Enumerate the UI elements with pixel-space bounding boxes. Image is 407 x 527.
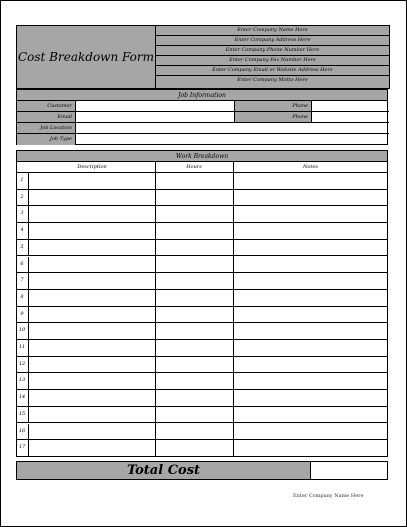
description-cell[interactable] — [29, 440, 157, 456]
company-line: Enter Company Motto Here — [237, 77, 308, 83]
hours-cell[interactable] — [157, 223, 233, 239]
email-label: Email — [17, 112, 75, 122]
table-row — [16, 206, 388, 223]
hours-cell[interactable] — [157, 173, 233, 189]
notes-cell[interactable] — [233, 340, 388, 356]
notes-cell[interactable] — [233, 424, 388, 440]
row-number: 16 — [16, 424, 29, 440]
job-row — [17, 123, 389, 134]
notes-cell[interactable] — [233, 307, 388, 323]
total-cost-row — [16, 461, 388, 480]
table-row — [16, 323, 388, 340]
table-row — [16, 357, 388, 374]
table-row — [16, 190, 388, 207]
table-row — [16, 240, 388, 257]
row-number: 1 — [16, 173, 29, 189]
work-breakdown-header: Work Breakdown — [16, 150, 388, 162]
job-location-field[interactable] — [75, 123, 389, 133]
row-number: 6 — [16, 257, 29, 273]
description-cell[interactable] — [29, 307, 157, 323]
row-number: 7 — [16, 273, 29, 289]
row-number: 10 — [16, 323, 29, 339]
notes-cell[interactable] — [233, 173, 388, 189]
row-number: 12 — [16, 357, 29, 373]
table-row — [16, 407, 388, 424]
description-cell[interactable] — [29, 173, 157, 189]
company-line: Enter Company Fax Number Here — [156, 56, 389, 66]
footer-text: Enter Company Name Here — [293, 493, 364, 499]
table-row — [16, 290, 388, 307]
notes-cell[interactable] — [233, 440, 388, 456]
hours-cell[interactable] — [157, 407, 233, 423]
row-number: 15 — [16, 407, 29, 423]
notes-cell[interactable] — [233, 257, 388, 273]
table-row — [16, 424, 388, 441]
table-row — [16, 307, 388, 324]
job-info-header: Job Information — [16, 89, 388, 101]
description-cell[interactable] — [29, 407, 157, 423]
row-number: 3 — [16, 206, 29, 222]
description-cell[interactable] — [29, 290, 157, 306]
table-row — [16, 373, 388, 390]
notes-cell[interactable] — [233, 240, 388, 256]
description-cell[interactable] — [29, 206, 157, 222]
row-number: 9 — [16, 307, 29, 323]
hours-cell[interactable] — [157, 190, 233, 206]
description-cell[interactable] — [29, 223, 157, 239]
job-info-section — [16, 101, 388, 145]
table-row — [16, 440, 388, 457]
description-cell[interactable] — [29, 323, 157, 339]
customer-field[interactable] — [75, 101, 235, 111]
description-cell[interactable] — [29, 424, 157, 440]
hours-cell[interactable] — [157, 440, 233, 456]
company-line: Enter Company Address Here — [156, 36, 389, 46]
table-row — [16, 223, 388, 240]
notes-cell[interactable] — [233, 190, 388, 206]
notes-cell[interactable] — [233, 357, 388, 373]
hours-cell[interactable] — [157, 340, 233, 356]
notes-cell[interactable] — [233, 206, 388, 222]
job-row — [17, 134, 389, 145]
table-row — [16, 390, 388, 407]
hours-cell[interactable] — [157, 240, 233, 256]
notes-cell[interactable] — [233, 223, 388, 239]
job-type-label: Job Type — [17, 134, 75, 145]
customer-label: Customer — [17, 101, 75, 111]
row-number: 8 — [16, 290, 29, 306]
hours-notes-divider — [233, 162, 234, 457]
hours-cell[interactable] — [157, 307, 233, 323]
hours-cell[interactable] — [157, 390, 233, 406]
company-info — [156, 26, 389, 88]
notes-column-header: Notes — [303, 164, 318, 170]
description-cell[interactable] — [29, 257, 157, 273]
notes-cell[interactable] — [233, 323, 388, 339]
hours-cell[interactable] — [157, 273, 233, 289]
notes-cell[interactable] — [233, 273, 388, 289]
description-hours-divider — [155, 162, 156, 457]
phone-field-2[interactable] — [311, 112, 389, 122]
description-cell[interactable] — [29, 340, 157, 356]
row-number: 13 — [16, 373, 29, 389]
row-number: 11 — [16, 340, 29, 356]
description-cell[interactable] — [29, 273, 157, 289]
hours-cell[interactable] — [157, 257, 233, 273]
form-title-box — [17, 26, 156, 88]
phone-field[interactable] — [311, 101, 389, 111]
hours-cell[interactable] — [157, 206, 233, 222]
email-field[interactable] — [75, 112, 235, 122]
table-row — [16, 173, 388, 190]
hours-cell[interactable] — [157, 290, 233, 306]
notes-cell[interactable] — [233, 290, 388, 306]
job-location-label: Job Location — [17, 123, 75, 133]
table-row — [16, 340, 388, 357]
hours-column-header: Hours — [186, 164, 202, 170]
hours-cell[interactable] — [157, 323, 233, 339]
notes-cell[interactable] — [233, 407, 388, 423]
row-number: 17 — [16, 440, 29, 456]
description-cell[interactable] — [29, 357, 157, 373]
hours-cell[interactable] — [157, 357, 233, 373]
notes-cell[interactable] — [233, 390, 388, 406]
total-cost-label: Total Cost — [17, 462, 311, 479]
row-number: 5 — [16, 240, 29, 256]
notes-cell[interactable] — [233, 373, 388, 389]
description-column-header: Description — [77, 164, 107, 170]
row-number: 14 — [16, 390, 29, 406]
hours-cell[interactable] — [157, 424, 233, 440]
phone-label-2: Phone — [235, 112, 311, 122]
job-row — [17, 101, 389, 112]
form-title: Cost Breakdown Form — [17, 50, 154, 64]
row-number: 4 — [16, 223, 29, 239]
job-row — [17, 112, 389, 123]
job-type-field[interactable] — [75, 134, 389, 145]
form-header — [16, 25, 390, 89]
company-line: Enter Company Phone Number Here — [156, 46, 389, 56]
description-cell[interactable] — [29, 190, 157, 206]
description-cell[interactable] — [29, 373, 157, 389]
row-number: 2 — [16, 190, 29, 206]
hours-cell[interactable] — [157, 373, 233, 389]
description-cell[interactable] — [29, 390, 157, 406]
table-row — [16, 273, 388, 290]
description-cell[interactable] — [29, 240, 157, 256]
phone-label: Phone — [235, 101, 311, 111]
company-line: Enter Company Name Here — [156, 26, 389, 36]
total-cost-field[interactable] — [311, 462, 387, 479]
company-line: Enter Company Email or Website Address Here — [156, 66, 389, 76]
table-row — [16, 257, 388, 274]
